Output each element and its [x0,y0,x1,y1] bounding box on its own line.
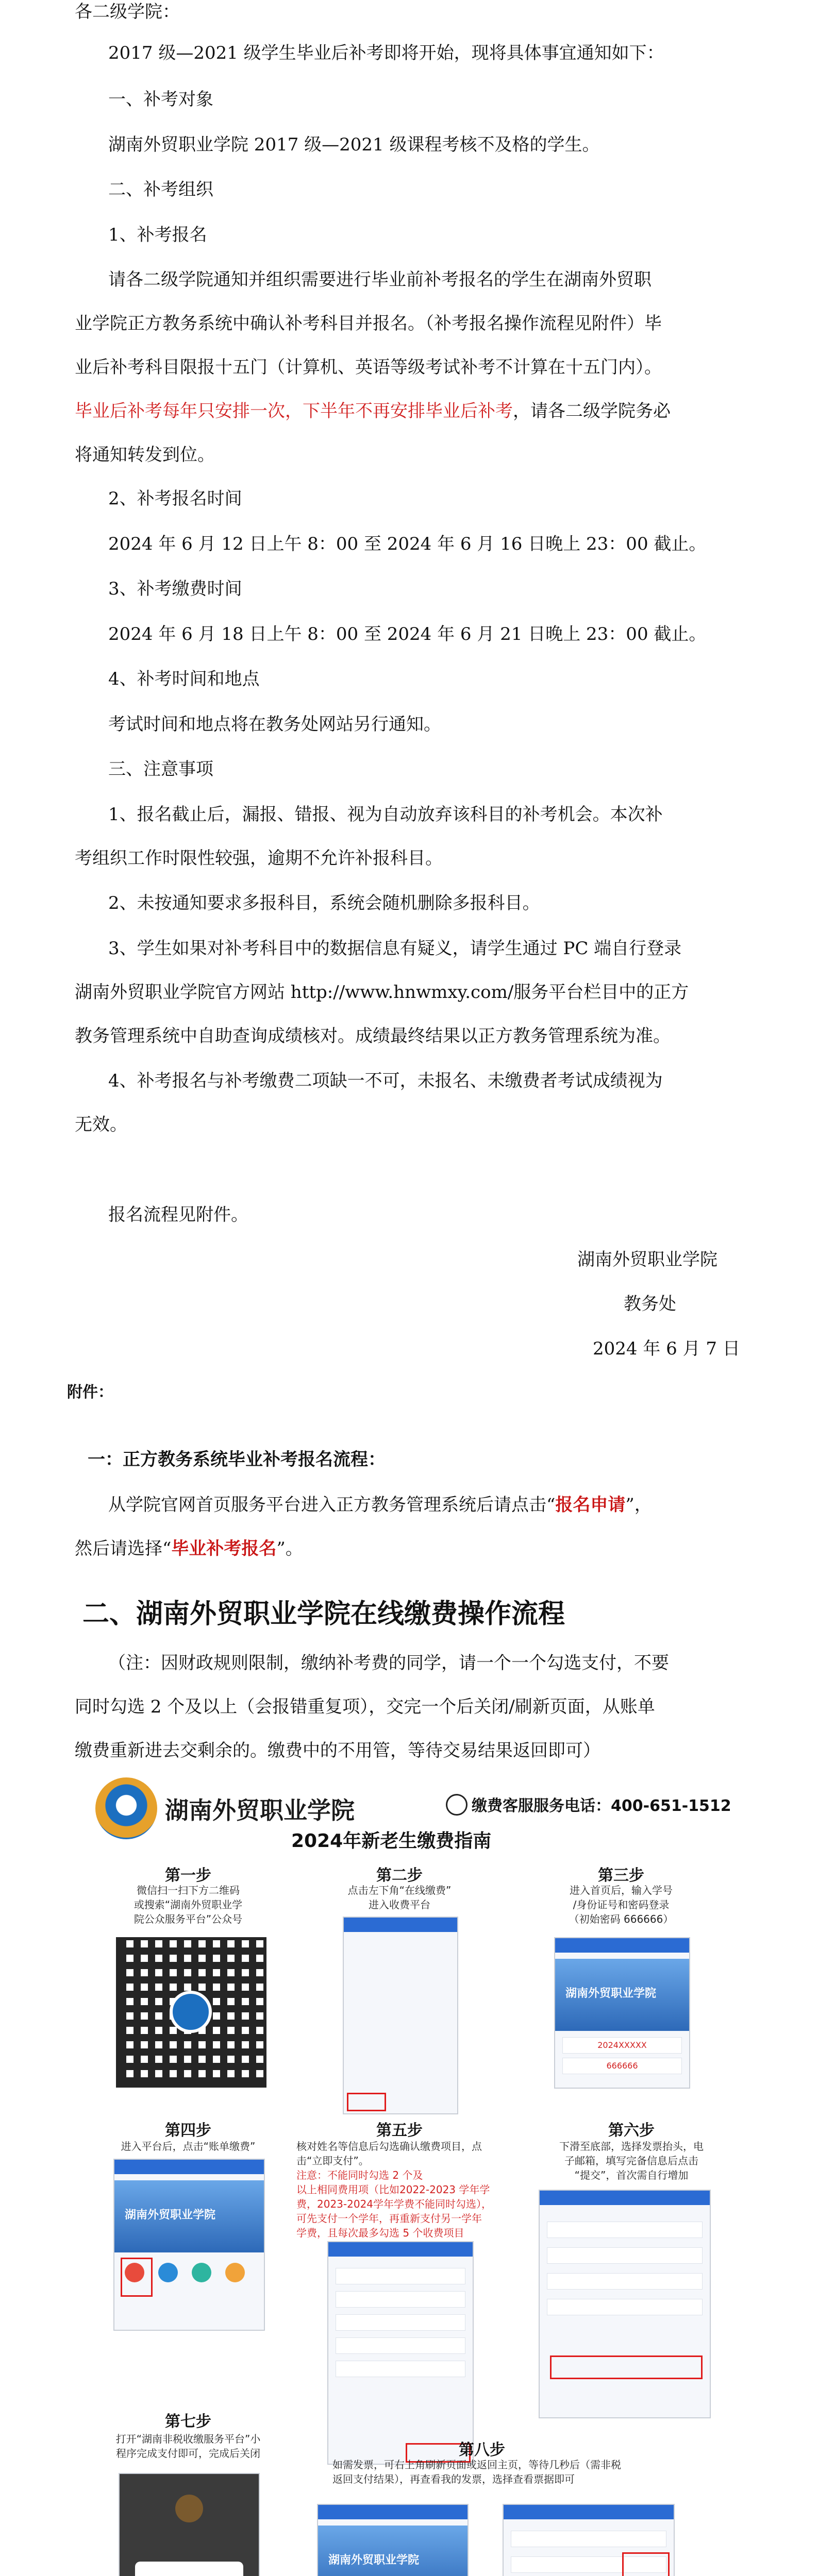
email-row [547,2247,703,2264]
fee-item-row [336,2314,465,2331]
step-8-desc: 如需发票，可右上角刷新页面或返回主页，等待几秒后（需非税 返回支付结果），再查看我的发票，选择查看票据即可 [332,2459,621,2485]
sub-1-line-4 [75,399,671,423]
section-3-title: 三、注意事项 [108,759,213,779]
fee-item-row [336,2361,465,2377]
card-icon [192,2263,211,2282]
attachment-part-2-title: 二、湖南外贸职业学院在线缴费操作流程 [82,1599,565,1630]
attachment-part-2-line-3: 缴费重新进去交剩余的。缴费中的不用管，等待交易结果返回即可） [75,1740,600,1761]
step-6-desc: 下滑至底部，选择发票抬头，电 子邮箱，填写完备信息后点击 “提交”，首次需自行增加 [559,2140,704,2181]
guide-school-name: 湖南外贸职业学院 [165,1797,355,1824]
fee-item-row [336,2268,465,2284]
phone-status-bar [114,2160,264,2174]
phone-status-bar [318,2505,468,2519]
invoice-icon [225,2263,245,2282]
note-1-line-2: 考组织工作时限性较强，逾期不允许补报科目。 [75,848,443,869]
form-row [547,2299,703,2315]
submit-highlight [550,2355,703,2379]
guide-hotline: 缴费客服服务电话：400-651-1512 [472,1797,731,1815]
fee-item-row [336,2337,465,2354]
section-2-title: 二、补考组织 [108,179,213,200]
attachment-part-1-line-1 [108,1493,652,1517]
intro-paragraph: 2017 级—2021 级学生毕业后补考即将开始，现将具体事宜通知如下： [108,43,664,63]
online-pay-highlight [347,2093,386,2111]
campus-banner [318,2526,468,2576]
note-3-line-1: 3、学生如果对补考科目中的数据信息有疑义，请学生通过 PC 端自行登录 [108,938,682,959]
phone-status-bar [555,1938,689,1953]
sub-1-line-3: 业后补考科目限报十五门（计算机、英语等级考试补考不计算在十五门内）。 [75,357,662,378]
note-4-line-2: 无效。 [75,1114,127,1135]
login-username-field: 2024XXXXX [562,2037,682,2054]
qr-logo-icon [170,1991,212,2033]
step-6-phone-screen [539,2190,711,2418]
attachment-part-1-line-2 [75,1537,303,1561]
phone-icon [446,1794,468,1816]
section-1-title: 一、补考对象 [108,89,213,110]
step-1-heading: 第一步 [165,1867,211,1885]
step-2-desc: 点击左下角“在线缴费” 进入收费平台 [347,1884,452,1911]
part-1-line-2-a: 然后请选择“ [75,1538,172,1559]
signature-dept: 教务处 [624,1294,676,1314]
step-2-phone-screen [343,1917,458,2114]
sub-4-title: 4、补考时间和地点 [108,669,260,689]
banner-title: 湖南外贸职业学院 [328,2554,420,2567]
apply-link-text: 报名申请 [555,1495,626,1515]
graduate-makeup-text: 毕业补考报名 [171,1538,277,1559]
step-4-heading: 第四步 [165,2122,211,2140]
step-5-desc: 核对姓名等信息后勾选确认缴费项目，点 击“立即支付”。 [296,2140,482,2167]
sub-1-line-4-rest: ，请各二级学院务必 [513,401,671,421]
banner-title: 湖南外贸职业学院 [565,1987,657,2000]
salutation: 各二级学院： [75,2,180,22]
sub-2-body: 2024 年 6 月 12 日上午 8：00 至 2024 年 6 月 16 日晚上 23：00 截止。 [108,534,707,554]
phone-status-bar [504,2505,674,2519]
record-icon [158,2263,178,2282]
step-3-heading: 第三步 [598,1867,644,1885]
step-8-home-screen [317,2504,469,2576]
signature-org: 湖南外贸职业学院 [577,1249,717,1270]
payment-guide-graphic [75,1767,745,2576]
open-miniapp-dialog [135,2562,243,2576]
invoice-title-row [547,2222,703,2238]
part-1-line-1-b: ”， [625,1495,652,1515]
step-8-invoice-screen [503,2504,675,2576]
phone-status-bar [540,2191,710,2205]
step-3-phone-screen [554,1937,690,2089]
step-5-phone-screen [327,2241,474,2465]
note-3-line-2: 湖南外贸职业学院官方网站 http://www.hnwmxy.com/服务平台栏目中的正方 [75,982,689,1003]
step-4-phone-screen [113,2159,265,2331]
part-1-line-2-b: ”。 [276,1538,303,1559]
step-7-heading: 第七步 [165,2413,211,2431]
sub-1-line-1: 请各二级学院通知并组织需要进行毕业前补考报名的学生在湖南外贸职 [108,269,652,290]
step-2-heading: 第二步 [376,1867,423,1885]
step-3-desc: 进入首页后，输入学号 /身份证号和密码登录 （初始密码 666666） [569,1884,674,1925]
attachment-label: 附件： [67,1383,113,1401]
sub-3-title: 3、补考缴费时间 [108,579,242,599]
sub-1-red-warning: 毕业后补考每年只安排一次，下半年不再安排毕业后补考 [75,401,513,421]
invoice-row [511,2531,666,2547]
note-2: 2、未按通知要求多报科目，系统会随机删除多报科目。 [108,893,540,913]
view-invoice-highlight [622,2552,670,2576]
sub-1-line-5: 将通知转发到位。 [75,445,215,465]
step-4-desc: 进入平台后，点击“账单缴费” [121,2140,256,2153]
campus-banner [114,2180,264,2252]
school-logo-icon [95,1777,157,1839]
fee-item-row [336,2291,465,2308]
attachment-part-2-line-2: 同时勾选 2 个及以上（会报错重复项），交完一个后关闭/刷新页面，从账单 [75,1697,655,1717]
signature-date: 2024 年 6 月 7 日 [593,1338,740,1359]
sub-4-body: 考试时间和地点将在教务处网站另行通知。 [108,714,441,735]
attachment-reference: 报名流程见附件。 [108,1205,248,1225]
step-7-desc: 打开“湖南非税收缴服务平台”小 程序完成支付即可，完成后关闭 [115,2433,261,2460]
step-7-phone-screen [119,2473,260,2576]
step-6-heading: 第六步 [608,2122,655,2140]
phone-status-bar [344,1918,457,1932]
attachment-part-1-title: 一：正方教务系统毕业补考报名流程： [88,1449,386,1470]
step-8-heading: 第八步 [459,2441,505,2459]
login-password-field: 666666 [562,2058,682,2074]
note-1-line-1: 1、报名截止后，漏报、错报、视为自动放弃该科目的补考机会。本次补 [108,804,663,825]
guide-title: 2024年新老生缴费指南 [291,1831,492,1852]
step-5-warning: 注意：不能同时勾选 2 个及 以上相同费用项（比如2022-2023 学年学 费，2023-2024学年学费不能同时勾选）， 可先支付一个学年，再重新支付另一学年 学费，且每次最多勾选 5 个收费项目 [296,2169,492,2239]
sub-1-title: 1、补考报名 [108,225,207,245]
step-1-desc: 微信扫一扫下方二维码 或搜索“湖南外贸职业学 院公众服务平台”公众号 [133,1884,243,1925]
part-1-line-1-a: 从学院官网首页服务平台进入正方教务管理系统后请点击“ [108,1495,556,1515]
campus-banner [555,1959,689,2031]
sub-1-line-2: 业学院正方教务系统中确认补考科目并报名。（补考报名操作流程见附件）毕 [75,313,662,334]
phone-status-bar [328,2242,473,2257]
section-1-body: 湖南外贸职业学院 2017 级—2021 级课程考核不及格的学生。 [108,134,600,155]
sub-2-title: 2、补考报名时间 [108,488,242,509]
seal-icon [175,2495,203,2522]
step-5-heading: 第五步 [376,2122,423,2140]
form-row [547,2273,703,2290]
sub-3-body: 2024 年 6 月 18 日上午 8：00 至 2024 年 6 月 21 日晚上 23：00 截止。 [108,624,707,645]
bill-pay-highlight [121,2258,153,2297]
attachment-part-2-line-1: （注：因财政规则限制，缴纳补考费的同学，请一个一个勾选支付，不要 [108,1653,669,1673]
banner-title: 湖南外贸职业学院 [125,2209,216,2222]
note-4-line-1: 4、补考报名与补考缴费二项缺一不可，未报名、未缴费者考试成绩视为 [108,1071,663,1091]
note-3-line-3: 教务管理系统中自助查询成绩核对。成绩最终结果以正方教务管理系统为准。 [75,1026,671,1046]
